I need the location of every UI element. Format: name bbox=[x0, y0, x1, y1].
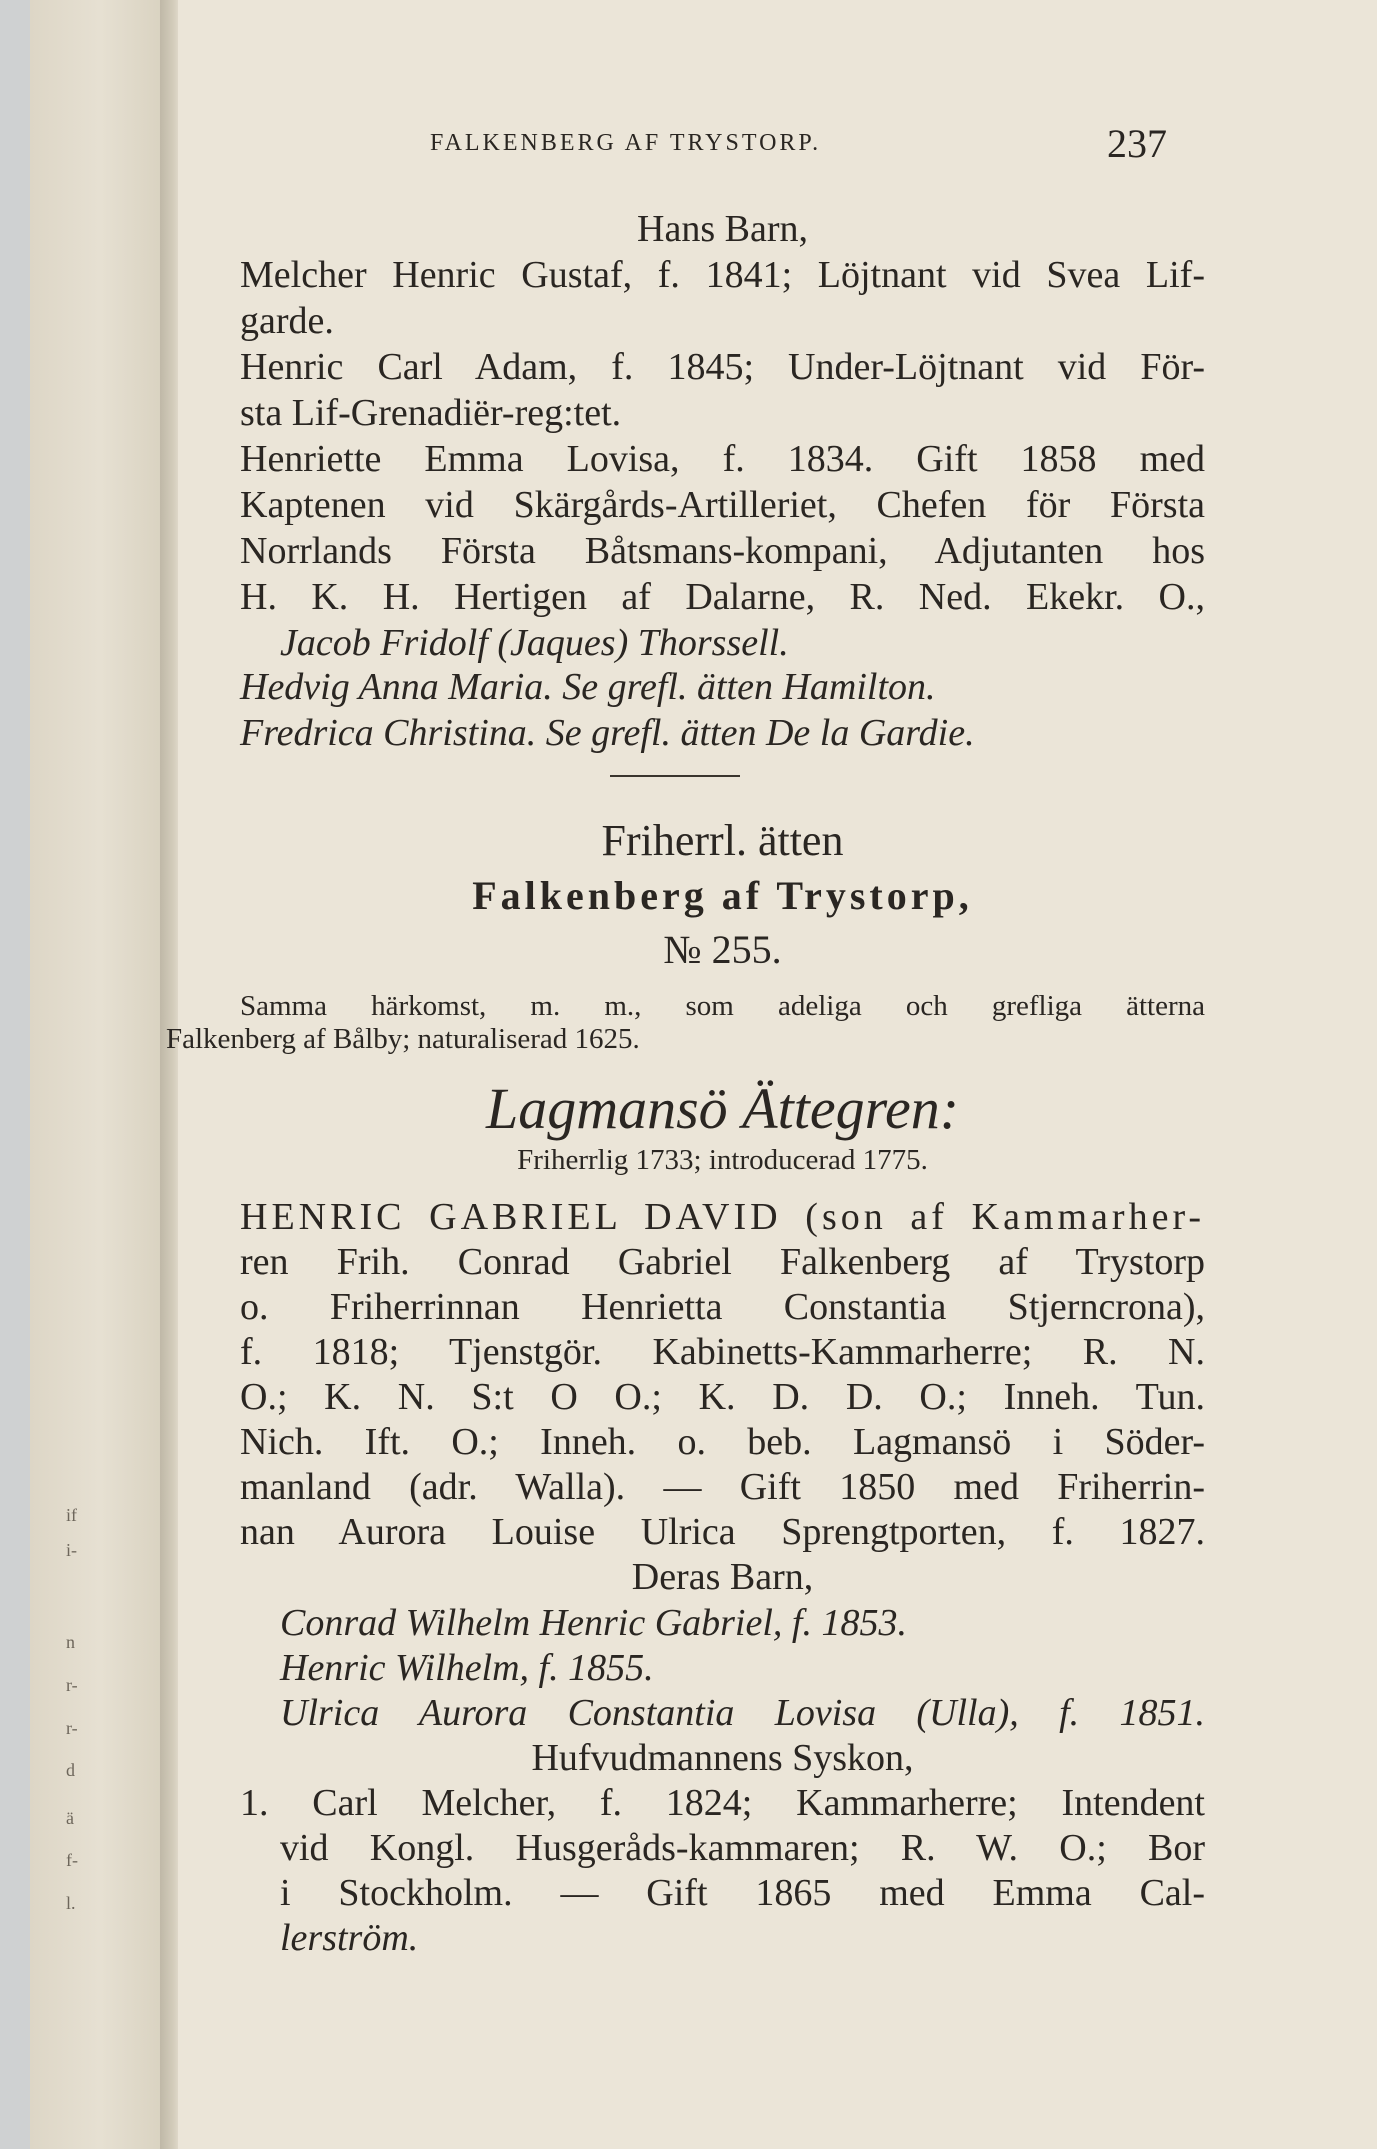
text-line: Nich. Ift. O.; Inneh. o. beb. Lagmansö i Söder- bbox=[240, 1421, 1205, 1463]
running-head: FALKENBERG AF TRYSTORP. bbox=[430, 130, 822, 156]
subheading-deras-barn: Deras Barn, bbox=[631, 1556, 814, 1598]
text-line: manland (adr. Walla). — Gift 1850 med Friherrin- bbox=[240, 1466, 1205, 1508]
text-line: Fredrica Christina. Se grefl. ätten De la Gardie. bbox=[240, 712, 975, 754]
text-line: Henric Carl Adam, f. 1845; Under-Löjtnant vid För- bbox=[240, 346, 1205, 388]
text-line: HENRIC GABRIEL DAVID (son af Kammarher- bbox=[240, 1196, 1205, 1238]
branch-subtitle: Friherrlig 1733; introducerad 1775. bbox=[517, 1144, 928, 1176]
text-line: Hedvig Anna Maria. Se grefl. ätten Hamilton. bbox=[240, 666, 936, 708]
text-line: Falkenberg af Bålby; naturaliserad 1625. bbox=[166, 1023, 640, 1055]
text-line: Ulrica Aurora Constantia Lovisa (Ulla), f. 1851. bbox=[280, 1692, 1205, 1734]
text-line: sta Lif-Grenadiër-reg:tet. bbox=[240, 392, 622, 434]
text-line: Conrad Wilhelm Henric Gabriel, f. 1853. bbox=[280, 1602, 907, 1644]
subheading-hans-barn: Hans Barn, bbox=[637, 208, 808, 250]
branch-heading: Lagmansö Ättegren: bbox=[485, 1076, 960, 1141]
text-line: ren Frih. Conrad Gabriel Falkenberg af Trystorp bbox=[240, 1241, 1205, 1283]
text-line: Jacob Fridolf (Jaques) Thorssell. bbox=[280, 622, 789, 664]
text-line: Samma härkomst, m. m., som adeliga och grefliga ätterna bbox=[240, 990, 1205, 1022]
text-line: Melcher Henric Gustaf, f. 1841; Löjtnant vid Svea Lif- bbox=[240, 254, 1205, 296]
text-line: o. Friherrinnan Henrietta Constantia Stjerncrona), bbox=[240, 1286, 1205, 1328]
margin-fragment: f- bbox=[66, 1850, 78, 1870]
text-line: i Stockholm. — Gift 1865 med Emma Cal- bbox=[280, 1872, 1205, 1914]
text-line: lerström. bbox=[280, 1917, 419, 1959]
text-line: Norrlands Första Båtsmans-kompani, Adjutanten hos bbox=[240, 530, 1205, 572]
margin-fragment: d bbox=[66, 1760, 75, 1780]
margin-fragment: n bbox=[66, 1632, 75, 1652]
margin-fragment: if bbox=[66, 1505, 77, 1525]
margin-fragment: l. bbox=[66, 1893, 76, 1913]
family-title: Falkenberg af Trystorp, bbox=[472, 873, 973, 918]
section-divider bbox=[610, 775, 740, 777]
margin-fragment: i- bbox=[66, 1540, 77, 1560]
page-header bbox=[254, 120, 1167, 170]
text-line: Henriette Emma Lovisa, f. 1834. Gift 1858 med bbox=[240, 438, 1205, 480]
margin-fragment: r- bbox=[66, 1718, 78, 1738]
family-number: № 255. bbox=[663, 927, 782, 972]
subheading-syskon: Hufvudmannens Syskon, bbox=[531, 1737, 914, 1779]
text-line: 1. Carl Melcher, f. 1824; Kammarherre; Intendent bbox=[240, 1782, 1205, 1824]
text-line: garde. bbox=[240, 300, 334, 342]
scan-edge bbox=[0, 0, 30, 2149]
text-line: H. K. H. Hertigen af Dalarne, R. Ned. Ekekr. O., bbox=[240, 576, 1205, 618]
title-line-1: Friherrl. ätten bbox=[601, 816, 844, 865]
page-number: 237 bbox=[1107, 121, 1167, 166]
margin-fragment: ä bbox=[66, 1808, 74, 1828]
margin-fragment: r- bbox=[66, 1675, 78, 1695]
text-line: vid Kongl. Husgeråds-kammaren; R. W. O.; Bor bbox=[280, 1827, 1205, 1869]
text-line: O.; K. N. S:t O O.; K. D. D. O.; Inneh. Tun. bbox=[240, 1376, 1205, 1418]
text-line: Henric Wilhelm, f. 1855. bbox=[280, 1647, 654, 1689]
facing-page-edge bbox=[30, 0, 170, 2149]
text-line: f. 1818; Tjenstgör. Kabinetts-Kammarherre; R. N. bbox=[240, 1331, 1205, 1373]
text-line: Kaptenen vid Skärgårds-Artilleriet, Chefen för Första bbox=[240, 484, 1205, 526]
text-line: nan Aurora Louise Ulrica Sprengtporten, f. 1827. bbox=[240, 1511, 1205, 1553]
